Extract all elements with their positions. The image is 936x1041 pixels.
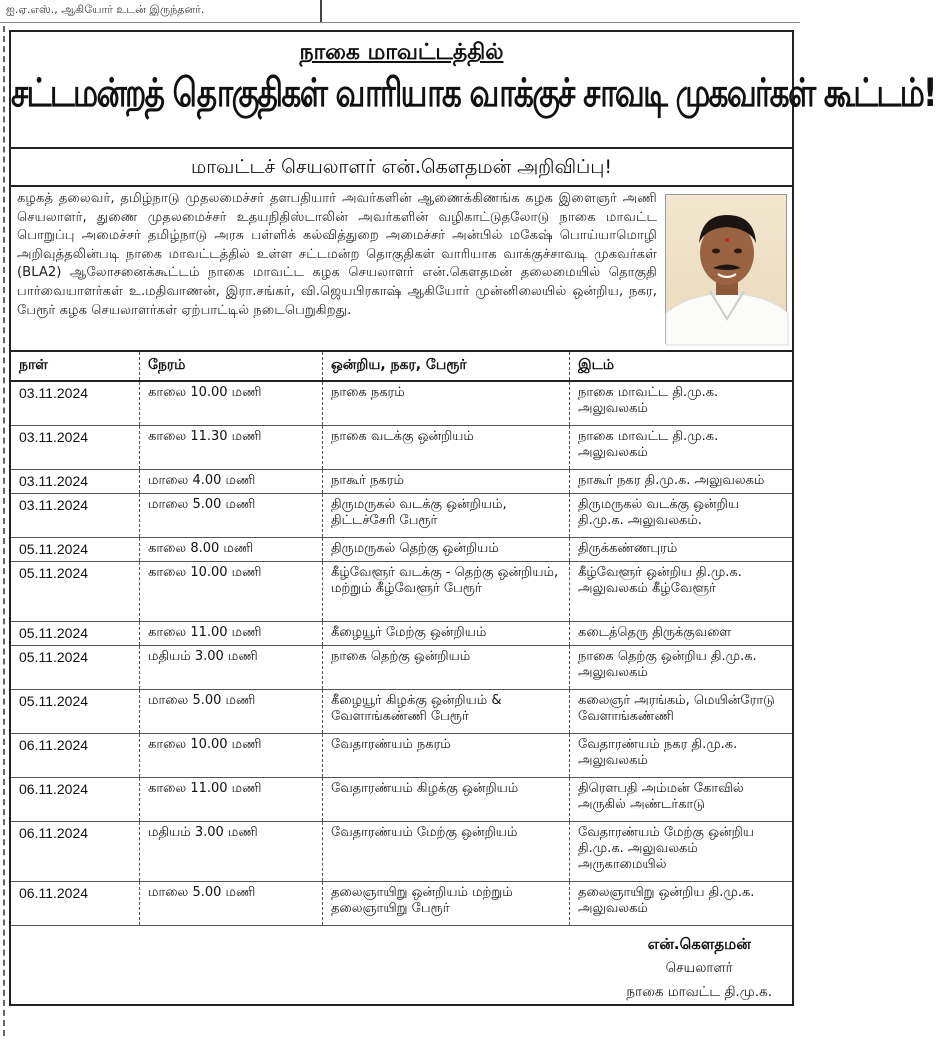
cell-time: காலை 11.30 மணி <box>140 425 323 469</box>
table-row <box>11 777 792 821</box>
cell-date: 06.11.2024 <box>11 821 140 881</box>
previous-article-strip <box>0 0 800 23</box>
cell-venue: தலைஞாயிறு ஒன்றிய தி.மு.க. அலுவலகம் <box>570 881 793 925</box>
cell-date: 03.11.2024 <box>11 493 140 537</box>
announcement-body: கழகத் தலைவர், தமிழ்நாடு முதலமைச்சர் தளபதியார் அவர்களின் ஆணைக்கிணங்க கழக இளைஞர் அணி செயலாளர், துணை முதலமைச்சர் உதயநிதிஸ்டாலின் அவர்களின் வழிகாட்டுதலோடு நாகை மாவட்ட பொறுப்பு அமைச்சர் தமிழ்நாடு அரசு பள்ளிக் கல்வித்துறை அமைச்சர் அன்பில் மகேஷ் பொய்யாமொழி அறிவுத்தலின்படி நாகை மாவட்டத்தில் உள்ள சட்டமன்ற தொகுதிகள் வாரியாக வாக்குச்சாவடி முகவர்கள் (BLA2) ஆலோசனைக்கூட்டம் நாகை மாவட்ட கழக செயலாளர் என்.கௌதமன் தலைமையில் தொகுதி பார்வையாளர்கள் உ.மதிவாணன், இரா.சங்கர், வி.ஜெயபிரகாஷ் ஆகியோர் முன்னிலையில் ஒன்றிய, நகர, பேரூர் கழக செயலாளர்கள் ஏற்பாட்டில் நடைபெறுகிறது. <box>17 191 657 318</box>
cell-venue: கடைத்தெரு திருக்குவளை <box>570 621 793 645</box>
table-row <box>11 537 792 561</box>
table-row <box>11 381 792 425</box>
cell-date: 05.11.2024 <box>11 689 140 733</box>
cell-venue: திரௌபதி அம்மன் கோவில் அருகில் அண்டர்காடு <box>570 777 793 821</box>
announcement-text: மாவட்டச் செயலாளர் என்.கௌதமன் அறிவிப்பு! <box>190 156 613 178</box>
col-time-header: நேரம் <box>140 351 323 381</box>
signatory-org: நாகை மாவட்ட தி.மு.க. <box>626 984 772 1000</box>
cell-time: காலை 8.00 மணி <box>140 537 323 561</box>
cell-venue: வேதாரண்யம் மேற்கு ஒன்றிய தி.மு.க. அலுவலகம் அருகாமையில் <box>570 821 793 881</box>
cell-unit: நாகூர் நகரம் <box>323 469 570 493</box>
signature-block <box>626 932 772 1004</box>
cell-unit: கீழையூர் மேற்கு ஒன்றியம் <box>323 621 570 645</box>
table-row <box>11 425 792 469</box>
schedule-table <box>11 350 792 926</box>
table-row <box>11 645 792 689</box>
table-row <box>11 689 792 733</box>
cell-date: 03.11.2024 <box>11 381 140 425</box>
cell-date: 03.11.2024 <box>11 469 140 493</box>
announcement-banner <box>11 147 792 187</box>
cell-time: மதியம் 3.00 மணி <box>140 821 323 881</box>
cell-time: மாலை 5.00 மணி <box>140 689 323 733</box>
signatory-title: செயலாளர் <box>665 960 733 976</box>
cell-time: காலை 10.00 மணி <box>140 381 323 425</box>
cell-date: 05.11.2024 <box>11 537 140 561</box>
cell-venue: நாகை தெற்கு ஒன்றிய தி.மு.க. அலுவலகம் <box>570 645 793 689</box>
person-portrait-icon <box>666 195 788 345</box>
cell-unit: கீழையூர் கிழக்கு ஒன்றியம் & வேளாங்கண்ணி பேரூர் <box>323 689 570 733</box>
table-row <box>11 493 792 537</box>
cell-unit: திருமருகல் வடக்கு ஒன்றியம், திட்டச்சேரி பேரூர் <box>323 493 570 537</box>
cell-unit: வேதாரண்யம் கிழக்கு ஒன்றியம் <box>323 777 570 821</box>
table-row <box>11 881 792 925</box>
kicker-heading: நாகை மாவட்டத்தில் <box>299 40 504 65</box>
cell-unit: நாகை தெற்கு ஒன்றியம் <box>323 645 570 689</box>
cell-date: 06.11.2024 <box>11 777 140 821</box>
cell-date: 05.11.2024 <box>11 561 140 621</box>
advertisement <box>9 30 936 1006</box>
table-header-row <box>11 351 792 381</box>
col-unit-header: ஒன்றிய, நகர, பேரூர் <box>323 351 570 381</box>
cell-date: 03.11.2024 <box>11 425 140 469</box>
cell-venue: கலைஞர் அரங்கம், மெயின்ரோடு வேளாங்கண்ணி <box>570 689 793 733</box>
cell-venue: நாகை மாவட்ட தி.மு.க. அலுவலகம் <box>570 381 793 425</box>
cell-time: மதியம் 3.00 மணி <box>140 645 323 689</box>
signatory-name: என்.கௌதமன் <box>647 935 751 953</box>
table-row <box>11 621 792 645</box>
cell-date: 06.11.2024 <box>11 881 140 925</box>
left-column-rule <box>3 26 5 1036</box>
cell-unit: நாகை நகரம் <box>323 381 570 425</box>
cell-unit: கீழ்வேளூர் வடக்கு - தெற்கு ஒன்றியம், மற்றும் கீழ்வேளூர் பேரூர் <box>323 561 570 621</box>
cell-venue: நாகூர் நகர தி.மு.க. அலுவலகம் <box>570 469 793 493</box>
table-row <box>11 821 792 881</box>
cell-time: மாலை 4.00 மணி <box>140 469 323 493</box>
table-row <box>11 733 792 777</box>
cell-time: காலை 11.00 மணி <box>140 777 323 821</box>
cell-date: 05.11.2024 <box>11 621 140 645</box>
cell-unit: திருமருகல் தெற்கு ஒன்றியம் <box>323 537 570 561</box>
cell-unit: வேதாரண்யம் மேற்கு ஒன்றியம் <box>323 821 570 881</box>
cell-venue: திருமருகல் வடக்கு ஒன்றிய தி.மு.க. அலுவலகம். <box>570 493 793 537</box>
cell-venue: வேதாரண்யம் நகர தி.மு.க. அலுவலகம் <box>570 733 793 777</box>
cell-unit: வேதாரண்யம் நகரம் <box>323 733 570 777</box>
cell-date: 06.11.2024 <box>11 733 140 777</box>
col-venue-header: இடம் <box>570 351 793 381</box>
cell-time: மாலை 5.00 மணி <box>140 881 323 925</box>
cell-date: 05.11.2024 <box>11 645 140 689</box>
table-row <box>11 561 792 621</box>
cell-time: காலை 11.00 மணி <box>140 621 323 645</box>
table-row <box>11 469 792 493</box>
cell-time: காலை 10.00 மணி <box>140 733 323 777</box>
cell-time: மாலை 5.00 மணி <box>140 493 323 537</box>
headline: சட்டமன்றத் தொகுதிகள் வாரியாக வாக்குச் சாவடி முகவர்கள் கூட்டம்! <box>11 71 936 116</box>
column-divider <box>320 0 322 22</box>
portrait-photo <box>665 194 787 344</box>
cell-time: காலை 10.00 மணி <box>140 561 323 621</box>
cell-unit: நாகை வடக்கு ஒன்றியம் <box>323 425 570 469</box>
previous-article-snippet: ஐ.ஏ.எஸ்., ஆகியோர் உடன் இருந்தனர். <box>6 3 205 16</box>
cell-venue: கீழ்வேளூர் ஒன்றிய தி.மு.க. அலுவலகம் கீழ்வேளூர் <box>570 561 793 621</box>
col-date-header: நாள் <box>11 351 140 381</box>
cell-unit: தலைஞாயிறு ஒன்றியம் மற்றும் தலைஞாயிறு பேரூர் <box>323 881 570 925</box>
cell-venue: திருக்கண்ணபுரம் <box>570 537 793 561</box>
cell-venue: நாகை மாவட்ட தி.மு.க. அலுவலகம் <box>570 425 793 469</box>
